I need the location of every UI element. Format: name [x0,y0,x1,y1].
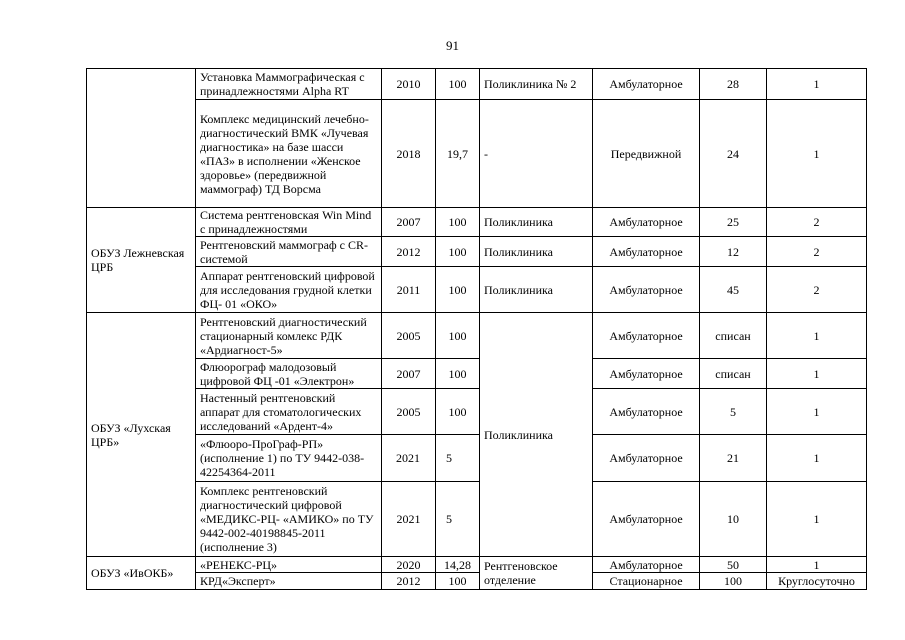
equipment-name-cell: Рентгеновский маммограф с CR- системой [196,237,382,267]
load-cell: 10 [700,482,767,557]
equipment-name-cell: Комплекс рентгеновский диагностический цифровой «МЕДИКС-РЦ- «АМИКО» по ТУ 9442-002-40198845-2011 (исполнение 3) [196,482,382,557]
wear-cell: 14,28 [436,557,480,573]
mode-cell: Передвижной [593,100,700,208]
wear-cell: 100 [436,359,480,389]
mode-cell: Амбулаторное [593,313,700,359]
load-cell: 25 [700,208,767,237]
shifts-cell: 1 [767,100,867,208]
wear-cell: 5 [436,482,480,557]
equipment-name-cell: Настенный рентгеновский аппарат для стоматологических исследований «Ардент-4» [196,389,382,435]
equipment-name-cell: «Флюоро-ПроГраф-РП» (исполнение 1) по ТУ 9442-038-42254364-2011 [196,435,382,482]
year-cell: 2011 [382,267,436,313]
table-row [87,359,867,389]
wear-cell: 100 [436,208,480,237]
equipment-table [86,68,867,590]
load-cell: 12 [700,237,767,267]
year-cell: 2010 [382,69,436,100]
shifts-cell: 2 [767,267,867,313]
table-row [87,435,867,482]
load-cell: 28 [700,69,767,100]
department-cell: - [480,100,593,208]
table-row [87,100,867,208]
org-cell-empty [87,69,196,208]
table-row [87,237,867,267]
wear-cell: 100 [436,237,480,267]
department-cell: Поликлиника [480,208,593,237]
mode-cell: Амбулаторное [593,267,700,313]
year-cell: 2012 [382,237,436,267]
mode-cell: Амбулаторное [593,482,700,557]
equipment-name-cell: «РЕНЕКС-РЦ» [196,557,382,573]
table-row [87,389,867,435]
equipment-name-cell: Система рентгеновская Win Mind с принадлежностями [196,208,382,237]
table-row [87,69,867,100]
year-cell: 2018 [382,100,436,208]
shifts-cell: 2 [767,208,867,237]
shifts-cell: 1 [767,69,867,100]
mode-cell: Амбулаторное [593,237,700,267]
wear-cell: 19,7 [436,100,480,208]
page-number: 91 [446,38,459,53]
mode-cell: Амбулаторное [593,389,700,435]
wear-cell: 5 [436,435,480,482]
table-row [87,313,867,359]
shifts-cell: 1 [767,435,867,482]
department-cell: Поликлиника [480,237,593,267]
year-cell: 2012 [382,573,436,590]
load-cell: 45 [700,267,767,313]
department-cell: Рентгеновское отделение [480,557,593,590]
load-cell: 24 [700,100,767,208]
shifts-cell: 1 [767,313,867,359]
org-cell: ОБУЗ Лежневская ЦРБ [87,208,196,313]
shifts-cell: 1 [767,389,867,435]
equipment-name-cell: Установка Маммографическая с принадлежностями Alpha RT [196,69,382,100]
table-row [87,482,867,557]
org-cell: ОБУЗ «Лухская ЦРБ» [87,313,196,557]
equipment-name-cell: Аппарат рентгеновский цифровой для исследования грудной клетки ФЦ- 01 «ОКО» [196,267,382,313]
mode-cell: Амбулаторное [593,435,700,482]
equipment-name-cell: КРД«Эксперт» [196,573,382,590]
wear-cell: 100 [436,313,480,359]
shifts-cell: 1 [767,482,867,557]
mode-cell: Стационарное [593,573,700,590]
load-cell: 21 [700,435,767,482]
wear-cell: 100 [436,389,480,435]
year-cell: 2007 [382,208,436,237]
mode-cell: Амбулаторное [593,208,700,237]
department-cell: Поликлиника [480,313,593,557]
shifts-cell: Круглосуточно [767,573,867,590]
department-cell: Поликлиника [480,267,593,313]
year-cell: 2020 [382,557,436,573]
table-row [87,267,867,313]
shifts-cell: 1 [767,359,867,389]
mode-cell: Амбулаторное [593,69,700,100]
year-cell: 2007 [382,359,436,389]
mode-cell: Амбулаторное [593,557,700,573]
shifts-cell: 2 [767,237,867,267]
load-cell: 5 [700,389,767,435]
year-cell: 2005 [382,389,436,435]
load-cell: списан [700,313,767,359]
table-row [87,573,867,590]
load-cell: списан [700,359,767,389]
department-cell: Поликлиника № 2 [480,69,593,100]
equipment-name-cell: Флюорограф малодозовый цифровой ФЦ -01 «Электрон» [196,359,382,389]
table-row [87,557,867,573]
wear-cell: 100 [436,573,480,590]
wear-cell: 100 [436,69,480,100]
load-cell: 50 [700,557,767,573]
table-row [87,208,867,237]
equipment-name-cell: Комплекс медицинский лечебно-диагностический ВМК «Лучевая диагностика» на базе шасси «ПАЗ» в исполнении «Женское здоровье» (передвижной маммограф) ТД Ворсма [196,100,382,208]
org-cell: ОБУЗ «ИвОКБ» [87,557,196,590]
mode-cell: Амбулаторное [593,359,700,389]
year-cell: 2005 [382,313,436,359]
equipment-name-cell: Рентгеновский диагностический стационарный комлекс РДК «Ардиагност-5» [196,313,382,359]
wear-cell: 100 [436,267,480,313]
load-cell: 100 [700,573,767,590]
year-cell: 2021 [382,435,436,482]
year-cell: 2021 [382,482,436,557]
shifts-cell: 1 [767,557,867,573]
